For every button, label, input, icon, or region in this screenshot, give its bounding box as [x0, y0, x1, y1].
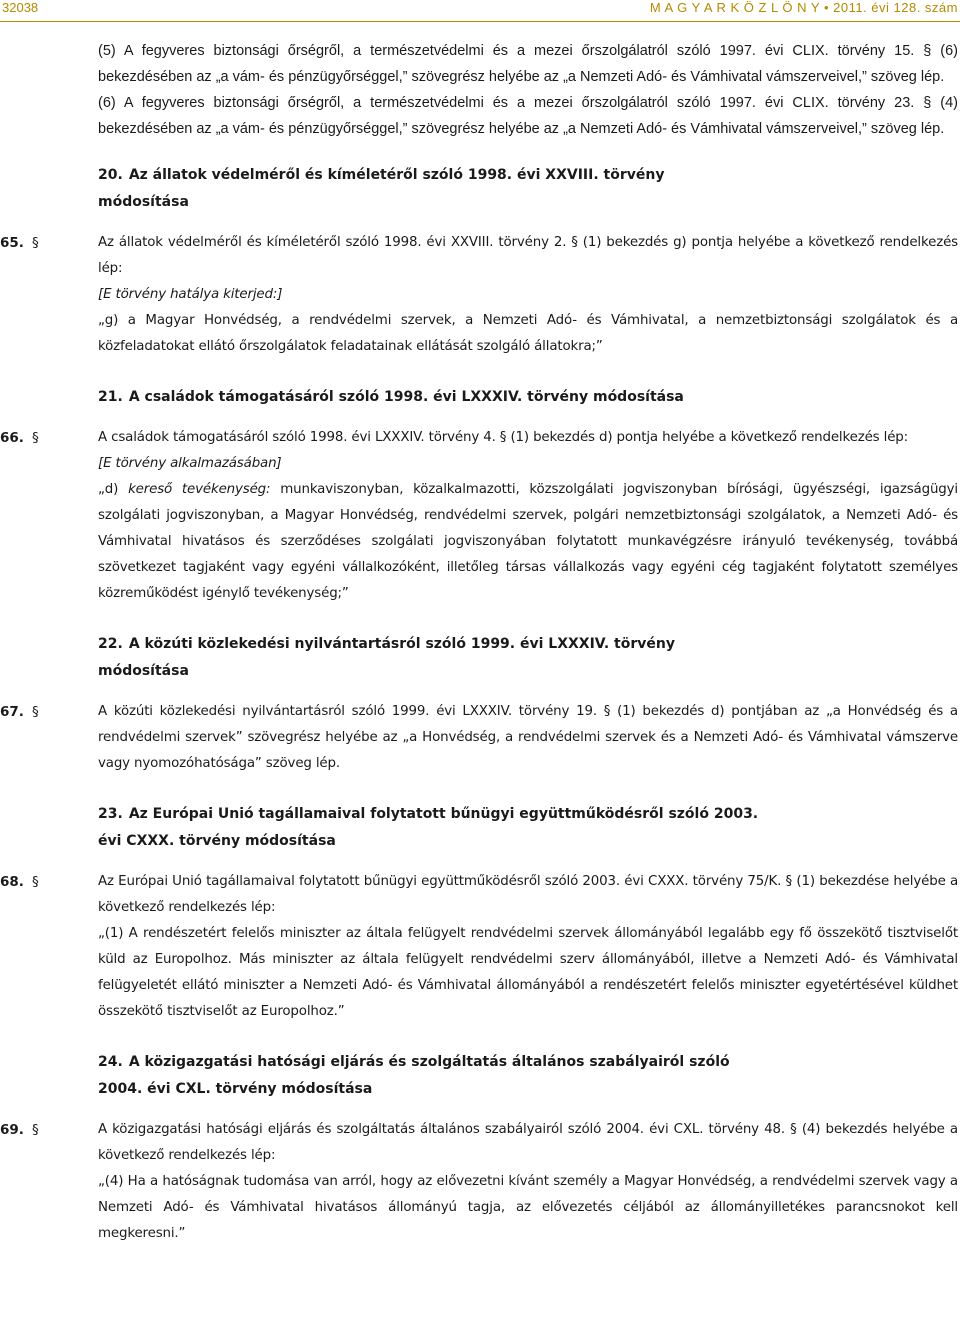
paragraph-quote: „(4) Ha a hatóságnak tudomása van arról, hogy az elővezetni kívánt személy a Magyar Honvédség, a rendvédelmi szervek vagy a Nemzeti Adó- és Vámhivatal hivatásos állományú tagja, az elővezetés céljából az állományilletékes parancsnokot kell megkeresni.” [98, 1174, 958, 1241]
paragraph-text: A közúti közlekedési nyilvántartásról szóló 1999. évi LXXXIV. törvény 19. § (1) bekezdés d) pontjában az „a Honvédség és a rendvédelmi szervek” szövegrész helyébe az „a Honvédség, a rendvédelmi szervek és a Nemzeti Adó- és Vámhivatal vámszerve vagy nyomozóhatósága” szöveg lép. [98, 704, 958, 771]
document-body [0, 38, 960, 1247]
section-title: Az állatok védelméről és kíméletéről szóló 1998. évi XXVIII. törvény módosítása [98, 167, 665, 210]
section-title: A közigazgatási hatósági eljárás és szolgáltatás általános szabályairól szóló 2004. évi CXL. törvény módosítása [98, 1054, 730, 1097]
section-title: A családok támogatásáról szóló 1998. évi LXXXIV. törvény módosítása [128, 389, 684, 405]
section-sign: § [32, 430, 39, 446]
paragraph-italic-context: [E törvény hatálya kiterjed:] [98, 287, 283, 302]
section-heading [0, 631, 960, 685]
paragraph-67 [0, 699, 960, 777]
section-heading [0, 162, 960, 216]
section-title: A közúti közlekedési nyilvántartásról szóló 1999. évi LXXXIV. törvény módosítása [98, 636, 675, 679]
paragraph-65 [0, 230, 960, 360]
section-number: 22. [98, 636, 123, 652]
definition-open: „d) [98, 482, 129, 497]
paragraph-66 [0, 425, 960, 607]
section-number: 20. [98, 167, 123, 183]
paragraph-italic-context: [E törvény alkalmazásában] [98, 456, 282, 471]
paragraph-number: 69. [0, 1122, 24, 1138]
paragraph-quote: „(1) A rendészetért felelős miniszter az általa felügyelt rendvédelmi szervek állományából legalább egy fő összekötő tisztviselőt küld az Europolhoz. Más miniszter az általa felügyelt rendvédelmi szerv állományából, illetve a Nemzeti Adó- és Vámhivatal felügyeletét ellátó miniszter a Nemzeti Adó- és Vámhivatal állományából a rendészetért felelős miniszter egyetértésével küldhet összekötő tisztviselőt az Europolhoz.” [98, 926, 958, 1019]
journal-title: M A G Y A R K Ö Z L Ö N Y • 2011. évi 128. szám [649, 0, 958, 15]
paragraph-number: 67. [0, 704, 24, 720]
section-heading [0, 384, 960, 411]
section-sign: § [32, 235, 39, 251]
paragraph-number: 66. [0, 430, 24, 446]
paragraph-text: Az állatok védelméről és kíméletéről szóló 1998. évi XXVIII. törvény 2. § (1) bekezdés g) pontja helyébe a következő rendelkezés lép: [98, 235, 958, 276]
paragraph-text: Az Európai Unió tagállamaival folytatott bűnügyi együttműködésről szóló 2003. évi CXXX. törvény 75/K. § (1) bekezdése helyébe a következő rendelkezés lép: [98, 874, 958, 915]
paragraph-definition [0, 477, 960, 607]
section-sign: § [32, 1122, 39, 1138]
paragraph-number: 65. [0, 235, 24, 251]
header-rule [0, 21, 960, 22]
section-heading [0, 1049, 960, 1103]
section-number: 21. [98, 389, 123, 405]
section-title: Az Európai Unió tagállamaival folytatott bűnügyi együttműködésről szóló 2003. évi CXXX. törvény módosítása [98, 806, 759, 849]
paragraph-text: A családok támogatásáról szóló 1998. évi LXXXIV. törvény 4. § (1) bekezdés d) pontja helyébe a következő rendelkezés lép: [98, 430, 908, 445]
paragraph-quote: „g) a Magyar Honvédség, a rendvédelmi szervek, a Nemzeti Adó- és Vámhivatal, a nemzetbiztonsági szolgálatok és a közfeladatokat ellátó őrszolgálatok feladatainak ellátását szolgáló állatokra;” [98, 313, 958, 354]
section-heading [0, 801, 960, 855]
definition-body: munkaviszonyban, közalkalmazotti, közszolgálati jogviszonyban bírósági, ügyészségi, igazságügyi szolgálati jogviszonyban, a Magyar Honvédség, rendvédelmi szervek, polgári nemzetbiztonsági szolgálatok, a Nemzeti Adó- és Vámhivatal hivatásos és szerződéses szolgálati jogviszonyában folytatott munkavégzésre irányuló tevékenység, továbbá szövetkezet tagjaként vagy egyéni vállalkozóként, illetőleg társas vállalkozás vagy egyéni cég tagjaként folytatott személyes közreműködést igénylő tevékenység;” [98, 482, 958, 601]
section-sign: § [32, 874, 39, 890]
paragraph-68 [0, 869, 960, 1025]
paragraph-69 [0, 1117, 960, 1247]
section-sign: § [32, 704, 39, 720]
section-number: 23. [98, 806, 123, 822]
definition-term: kereső tevékenység: [128, 482, 271, 497]
paragraph-text: A közigazgatási hatósági eljárás és szolgáltatás általános szabályairól szóló 2004. évi CXL. törvény 48. § (4) bekezdés helyébe a következő rendelkezés lép: [98, 1122, 958, 1163]
page-header [0, 0, 960, 22]
page-number: 32038 [2, 0, 39, 15]
paragraph-number: 68. [0, 874, 24, 890]
section-number: 24. [98, 1054, 123, 1070]
intro-paragraph-6: (6) A fegyveres biztonsági őrségről, a természetvédelmi és a mezei őrszolgálatról szóló 1997. évi CLIX. törvény 23. § (4) bekezdésében az „a vám- és pénzügyőrséggel,” szövegrész helyébe az „a Nemzeti Adó- és Vámhivatal vámszerveivel,” szöveg lép. [98, 95, 958, 137]
intro-paragraph-5: (5) A fegyveres biztonsági őrségről, a természetvédelmi és a mezei őrszolgálatról szóló 1997. évi CLIX. törvény 15. § (6) bekezdésében az „a vám- és pénzügyőrséggel,” szövegrész helyébe az „a Nemzeti Adó- és Vámhivatal vámszerveivel,” szöveg lép. [98, 43, 958, 85]
